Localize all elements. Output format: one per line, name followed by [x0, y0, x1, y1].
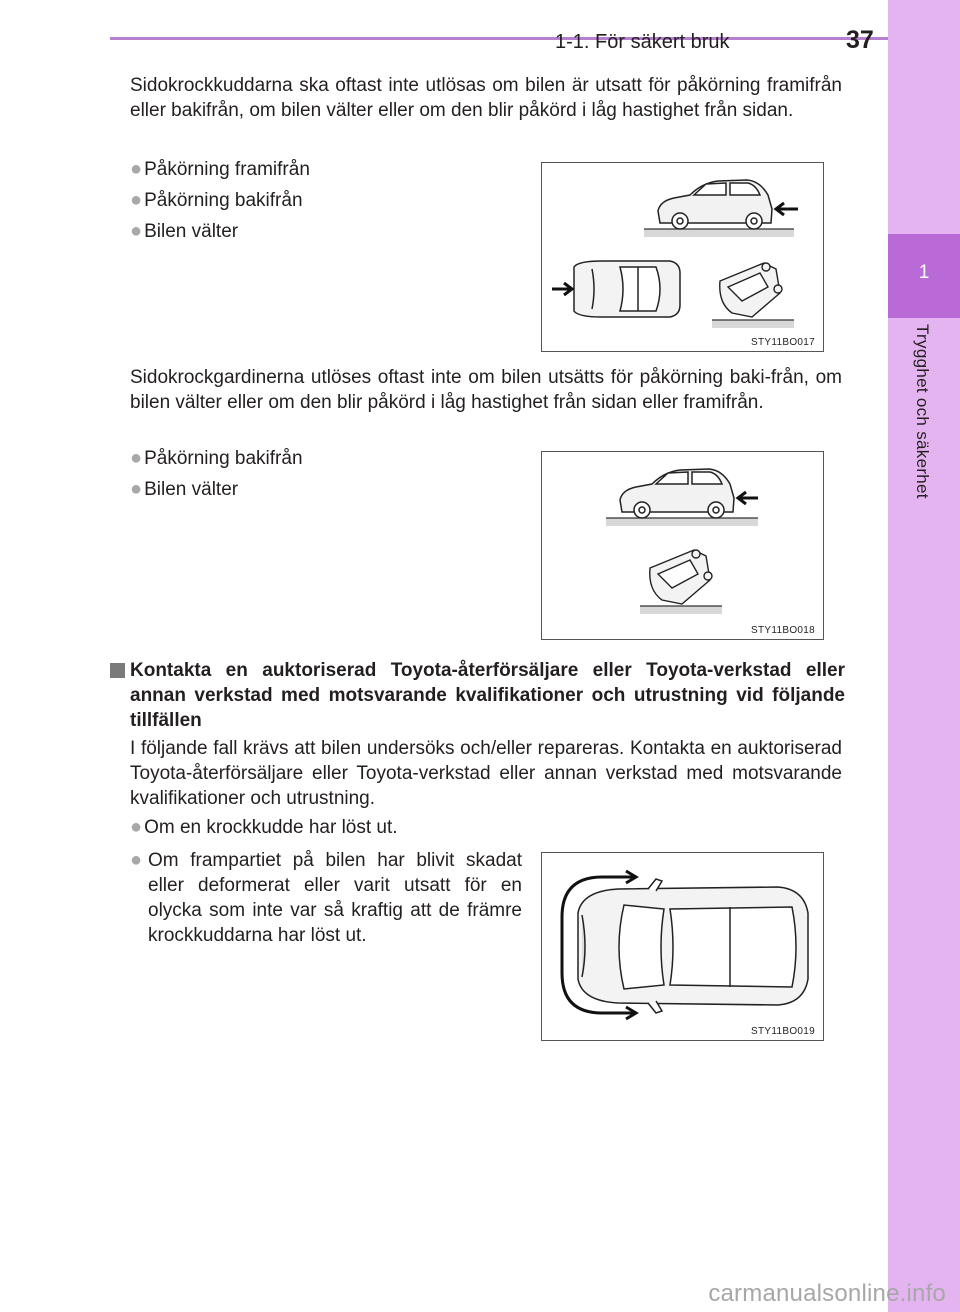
figure-code: STY11BO018: [751, 625, 815, 636]
bullet-icon: ●: [130, 816, 143, 838]
list-item: ● Om frampartiet på bilen har blivit skadat eller deformerat eller varit utsatt för en olycka som inte var så kraftig att de främre krockkuddarna har löst ut.: [130, 849, 522, 946]
figure-code: STY11BO019: [751, 1026, 815, 1037]
bullet-icon: ●: [130, 849, 143, 871]
figure-collisions-curtain-airbag: [541, 451, 824, 640]
list-item: ● Påkörning bakifrån: [130, 189, 303, 211]
list-item: ● Bilen välter: [130, 220, 239, 242]
figure-front-damage-area: [541, 852, 824, 1041]
list-item: ● Om en krockkudde har löst ut.: [130, 816, 398, 838]
bullet-icon: ●: [130, 158, 143, 180]
section-title: 1-1. För säkert bruk: [555, 31, 730, 53]
list-item: ● Bilen välter: [130, 478, 239, 500]
bullet-icon: ●: [130, 189, 143, 211]
chapter-number: 1: [918, 262, 930, 283]
bullet-icon: ●: [130, 447, 143, 469]
page-number: 37: [846, 26, 874, 54]
watermark: carmanualsonline.info: [708, 1280, 946, 1307]
paragraph-contact-dealer: I följande fall krävs att bilen undersöks och/eller repareras. Kontakta en auktoriserad Toyota-återförsäljare eller Toyota-verkstad eller annan verkstad med motsvarande kvalifikationer och utrustning.: [130, 738, 842, 809]
figure-code: STY11BO017: [751, 337, 815, 348]
heading-square-icon: [110, 663, 125, 678]
figure-collisions-side-airbag: [541, 162, 824, 352]
section-heading: Kontakta en auktoriserad Toyota-återförsäljare eller Toyota-verkstad eller annan verkstad med motsvarande kvalifikationer och utrustning vid följande tillfällen: [110, 658, 845, 733]
chapter-label: Trygghet och säkerhet: [913, 324, 932, 499]
header-rule: [110, 37, 888, 40]
car-side-icon: [620, 469, 734, 518]
bullet-icon: ●: [130, 478, 143, 500]
paragraph-curtain-airbags: Sidokrockgardinerna utlöses oftast inte om bilen utsätts för påkörning baki-från, om bilen välter eller om den blir påkörd i låg hastighet från sidan eller framifrån.: [130, 367, 842, 413]
car-top-icon: [574, 261, 680, 317]
car-rollover-icon: [720, 263, 782, 317]
bullet-icon: ●: [130, 220, 143, 242]
car-top-icon: [578, 879, 808, 1013]
list-item: ● Påkörning bakifrån: [130, 447, 303, 469]
list-item: ● Påkörning framifrån: [130, 158, 310, 180]
paragraph-side-airbags: Sidokrockkuddarna ska oftast inte utlösas om bilen är utsatt för påkörning framifrån eller bakifrån, om bilen välter eller om den blir påkörd i låg hastighet från sidan.: [130, 75, 842, 121]
car-side-icon: [658, 180, 772, 229]
car-rollover-icon: [650, 550, 712, 604]
chapter-sidebar: [888, 0, 960, 1312]
